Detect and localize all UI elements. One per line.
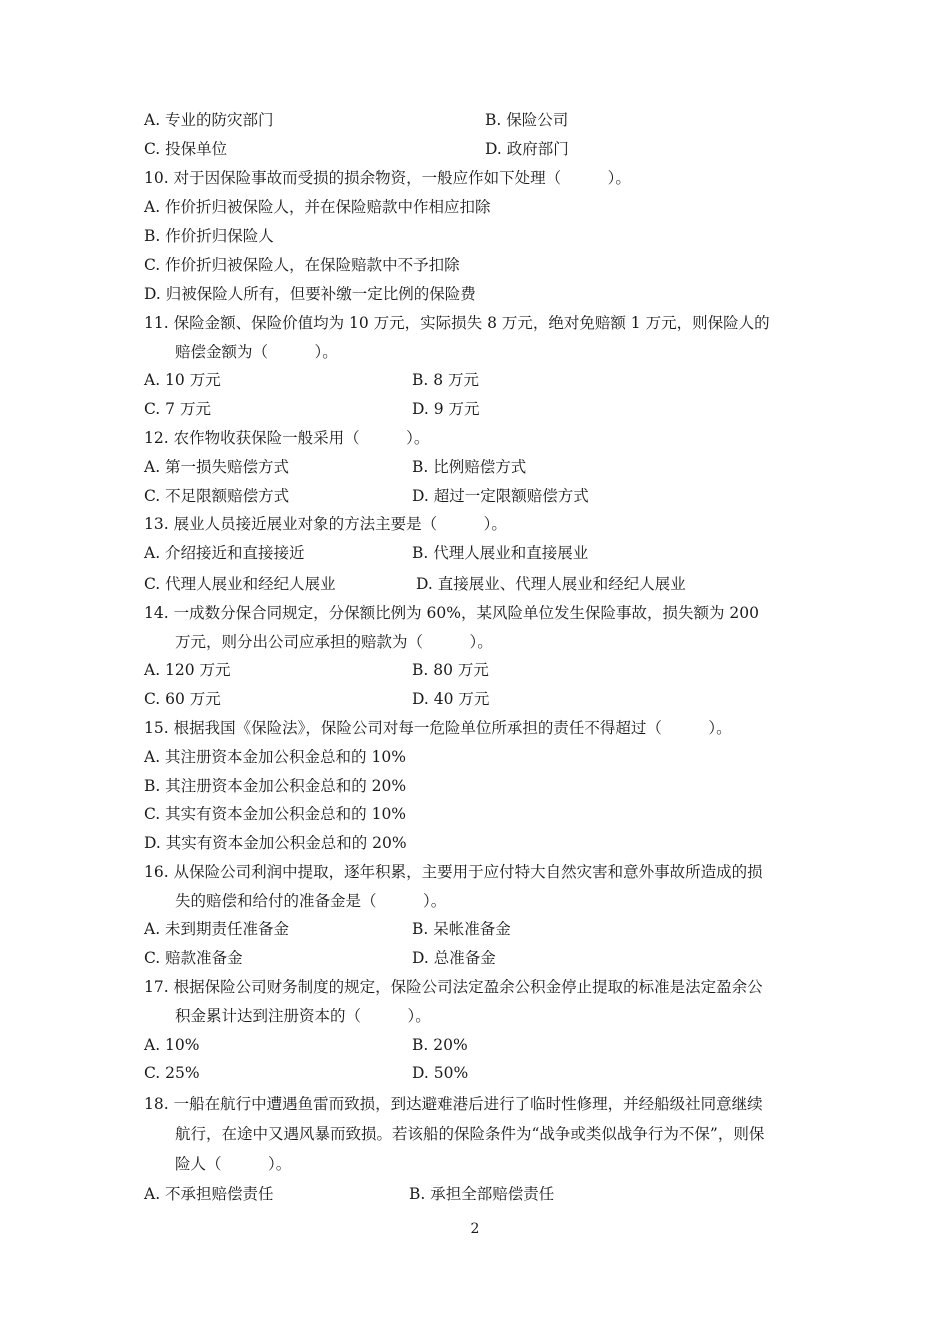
q18-stem: 18. 一船在航行中遭遇鱼雷而致损，到达避难港后进行了临时性修理，并经船级社同意继续 <box>144 1095 763 1113</box>
q10-option-a: A. 作价折归被保险人，并在保险赔款中作相应扣除 <box>144 198 491 216</box>
q11-option-d: D. 9 万元 <box>412 400 480 418</box>
q14-option-b: B. 80 万元 <box>412 661 489 679</box>
q13-option-d: D. 直接展业、代理人展业和经纪人展业 <box>416 575 686 593</box>
q17-stem-cont: 积金累计达到注册资本的（ ）。 <box>175 1007 431 1025</box>
q9-option-c: C. 投保单位 <box>144 140 228 158</box>
q17-option-a: A. 10% <box>144 1036 200 1054</box>
q16-option-b: B. 呆帐准备金 <box>412 920 511 938</box>
q10-option-d: D. 归被保险人所有，但要补缴一定比例的保险费 <box>144 285 476 303</box>
q17-option-c: C. 25% <box>144 1064 200 1082</box>
page-number: 2 <box>470 1221 480 1237</box>
q10-option-b: B. 作价折归保险人 <box>144 227 274 245</box>
q14-option-c: C. 60 万元 <box>144 690 221 708</box>
q15-option-c: C. 其实有资本金加公积金总和的 10% <box>144 805 407 823</box>
q12-option-d: D. 超过一定限额赔偿方式 <box>412 487 589 505</box>
q14-option-d: D. 40 万元 <box>412 690 490 708</box>
q14-stem-cont: 万元，则分出公司应承担的赔款为（ ）。 <box>175 633 493 651</box>
q11-option-b: B. 8 万元 <box>412 371 480 389</box>
q16-option-d: D. 总准备金 <box>412 949 496 967</box>
q15-option-b: B. 其注册资本金加公积金总和的 20% <box>144 777 407 795</box>
q13-stem: 13. 展业人员接近展业对象的方法主要是（ ）。 <box>144 515 507 533</box>
q11-stem: 11. 保险金额、保险价值均为 10 万元，实际损失 8 万元，绝对免赔额 1 万元，则保险人的 <box>144 314 770 332</box>
q15-option-d: D. 其实有资本金加公积金总和的 20% <box>144 834 407 852</box>
q18-stem-cont-2: 险人（ ）。 <box>175 1155 292 1173</box>
q12-option-b: B. 比例赔偿方式 <box>412 458 527 476</box>
q16-stem: 16. 从保险公司利润中提取，逐年积累，主要用于应付特大自然灾害和意外事故所造成的损 <box>144 863 763 881</box>
q13-option-b: B. 代理人展业和直接展业 <box>412 544 589 562</box>
q17-stem: 17. 根据保险公司财务制度的规定，保险公司法定盈余公积金停止提取的标准是法定盈余公 <box>144 978 763 996</box>
q16-option-c: C. 赔款准备金 <box>144 949 243 967</box>
q16-stem-cont: 失的赔偿和给付的准备金是（ ）。 <box>175 892 447 910</box>
q17-option-d: D. 50% <box>412 1064 469 1082</box>
q12-stem: 12. 农作物收获保险一般采用（ ）。 <box>144 429 430 447</box>
q11-option-a: A. 10 万元 <box>144 371 221 389</box>
q17-option-b: B. 20% <box>412 1036 468 1054</box>
q12-option-c: C. 不足限额赔偿方式 <box>144 487 290 505</box>
q10-option-c: C. 作价折归被保险人，在保险赔款中不予扣除 <box>144 256 460 274</box>
q14-option-a: A. 120 万元 <box>144 661 231 679</box>
q10-stem: 10. 对于因保险事故而受损的损余物资，一般应作如下处理（ ）。 <box>144 169 631 187</box>
q12-option-a: A. 第一损失赔偿方式 <box>144 458 290 476</box>
q9-option-a: A. 专业的防灾部门 <box>144 111 274 129</box>
q16-option-a: A. 未到期责任准备金 <box>144 920 290 938</box>
q9-option-d: D. 政府部门 <box>485 140 569 158</box>
q14-stem: 14. 一成数分保合同规定，分保额比例为 60%，某风险单位发生保险事故，损失额为 200 <box>144 604 759 622</box>
q15-stem: 15. 根据我国《保险法》，保险公司对每一危险单位所承担的责任不得超过（ ）。 <box>144 719 732 737</box>
q9-option-b: B. 保险公司 <box>485 111 569 129</box>
q15-option-a: A. 其注册资本金加公积金总和的 10% <box>144 748 406 766</box>
q13-option-c: C. 代理人展业和经纪人展业 <box>144 575 336 593</box>
q18-option-b: B. 承担全部赔偿责任 <box>409 1185 555 1203</box>
q18-stem-cont-1: 航行，在途中又遇风暴而致损。若该船的保险条件为“战争或类似战争行为不保”，则保 <box>175 1125 765 1143</box>
q18-option-a: A. 不承担赔偿责任 <box>144 1185 274 1203</box>
q11-option-c: C. 7 万元 <box>144 400 211 418</box>
q13-option-a: A. 介绍接近和直接接近 <box>144 544 305 562</box>
q11-stem-cont: 赔偿金额为（ ）。 <box>175 343 338 361</box>
